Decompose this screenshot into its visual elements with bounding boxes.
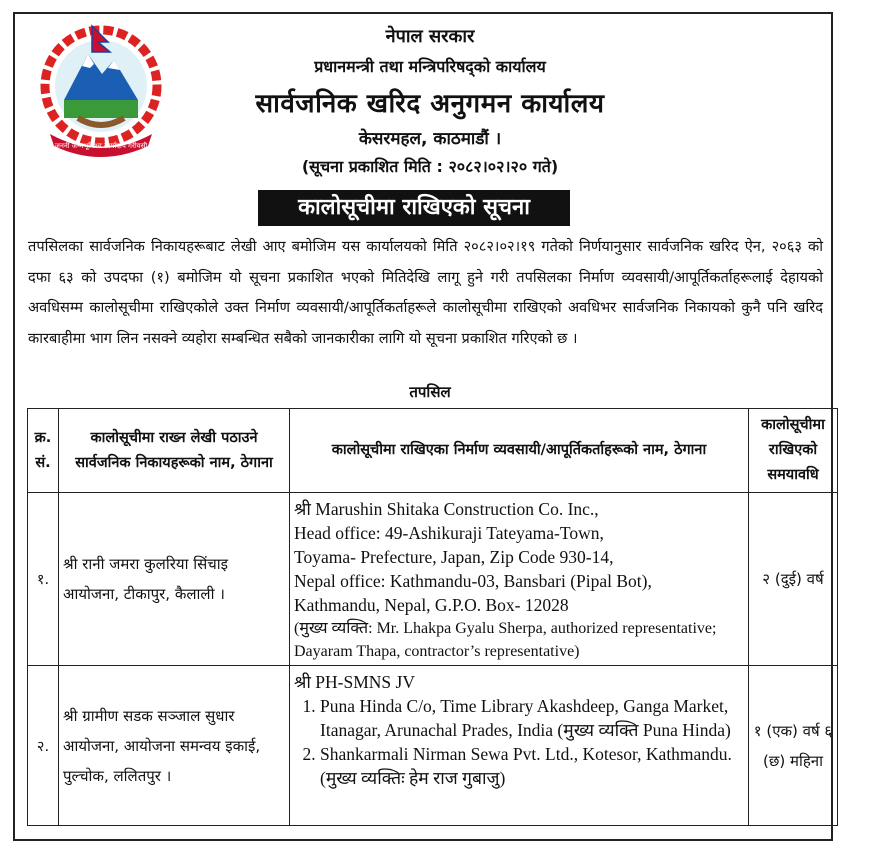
firm-title: श्री PH-SMNS JV [294, 672, 415, 692]
row-period: २ (दुई) वर्ष [749, 493, 838, 666]
table-header-row [28, 409, 838, 493]
firm-line: Nepal office: Kathmandu-03, Bansbari (Pipal Bot), [294, 571, 652, 591]
table-row [28, 666, 838, 826]
header-sn: क्र. सं. [28, 409, 59, 493]
row-firm [290, 666, 749, 826]
firm-list [294, 694, 744, 790]
row-period: १ (एक) वर्ष ६ (छ) महिना [749, 666, 838, 826]
list-item: 1. Puna Hinda C/o, Time Library Akashdeep, Ganga Market, Itanagar, Arunachal Prades, India (मुख्य व्यक्ति Puna Hinda) [320, 694, 744, 742]
notice-title: कालोसूचीमा राखिएको सूचना [258, 190, 570, 226]
org-address: केसरमहल, काठमाडौं । [358, 129, 502, 149]
row-sn: २. [28, 666, 59, 826]
svg-text:जननी जन्मभूमिश्च स्वर्गादपि गर: जननी जन्मभूमिश्च स्वर्गादपि गरीयसी [54, 142, 148, 150]
row-sn: १. [28, 493, 59, 666]
header-agency: कालोसूचीमा राख्न लेखी पठाउने सार्वजनिक निकायहरूको नाम, ठेगाना [59, 409, 290, 493]
firm-contact: (मुख्य व्यक्ति: Mr. Lhakpa Gyalu Sherpa, authorized representative; Dayaram Thapa, contractor’s representative) [294, 620, 717, 660]
header-firm: कालोसूचीमा राखिएका निर्माण व्यवसायी/आपूर्तिकर्ताहरूको नाम, ठेगाना [290, 409, 749, 493]
office-name: प्रधानमन्त्री तथा मन्त्रिपरिषद्को कार्यालय [314, 57, 546, 76]
govt-name: नेपाल सरकार [385, 26, 475, 47]
published-date: (सूचना प्रकाशित मिति : २०८२।०२।२० गते) [301, 157, 559, 176]
blacklist-table [27, 408, 838, 826]
header-period: कालोसूचीमा राखिएको समयावधि [749, 409, 838, 493]
firm-line: Head office: 49-Ashikuraji Tateyama-Town, [294, 523, 604, 543]
firm-line: Toyama- Prefecture, Japan, Zip Code 930-14, [294, 547, 614, 567]
firm-line: Kathmandu, Nepal, G.P.O. Box- 12028 [294, 595, 569, 615]
row-agency: श्री रानी जमरा कुलरिया सिंचाइ आयोजना, टीकापुर, कैलाली । [59, 493, 290, 666]
firm-line: श्री Marushin Shitaka Construction Co. Inc., [294, 499, 599, 519]
nepal-emblem-icon [30, 22, 172, 162]
list-item: 2. Shankarmali Nirman Sewa Pvt. Ltd., Kotesor, Kathmandu. (मुख्य व्यक्तिः हेम राज गुबाजु) [320, 742, 744, 790]
row-firm [290, 493, 749, 666]
schedule-heading: तपसिल [409, 383, 451, 401]
table-row [28, 493, 838, 666]
notice-body: तपसिलका सार्वजनिक निकायहरूबाट लेखी आए बमोजिम यस कार्यालयको मिति २०८२।०२।१९ गतेको निर्णयानुसार सार्वजनिक खरिद ऐन, २०६३ को दफा ६३ को उपदफा (१) बमोजिम यो सूचना प्रकाशित भएको मितिदेखि लागू हुने गरी तपसिलका निर्माण व्यवसायी/आपूर्तिकर्ताहरूलाई देहायको अवधिसम्म कालोसूचीमा राखिएकोले उक्त निर्माण व्यवसायी/आपूर्तिकर्ताहरूले कालोसूचीमा राखिएको अवधिभर सार्वजनिक निकायको कुनै पनि खरिद कारबाहीमा भाग लिन नसक्ने व्यहोरा सम्बन्धित सबैको जानकारीका लागि यो सूचना प्रकाशित गरिएको छ । [28, 238, 823, 347]
row-agency: श्री ग्रामीण सडक सञ्जाल सुधार आयोजना, आयोजना समन्वय इकाई, पुल्चोक, ललितपुर । [59, 666, 290, 826]
org-name: सार्वजनिक खरिद अनुगमन कार्यालय [255, 89, 605, 119]
